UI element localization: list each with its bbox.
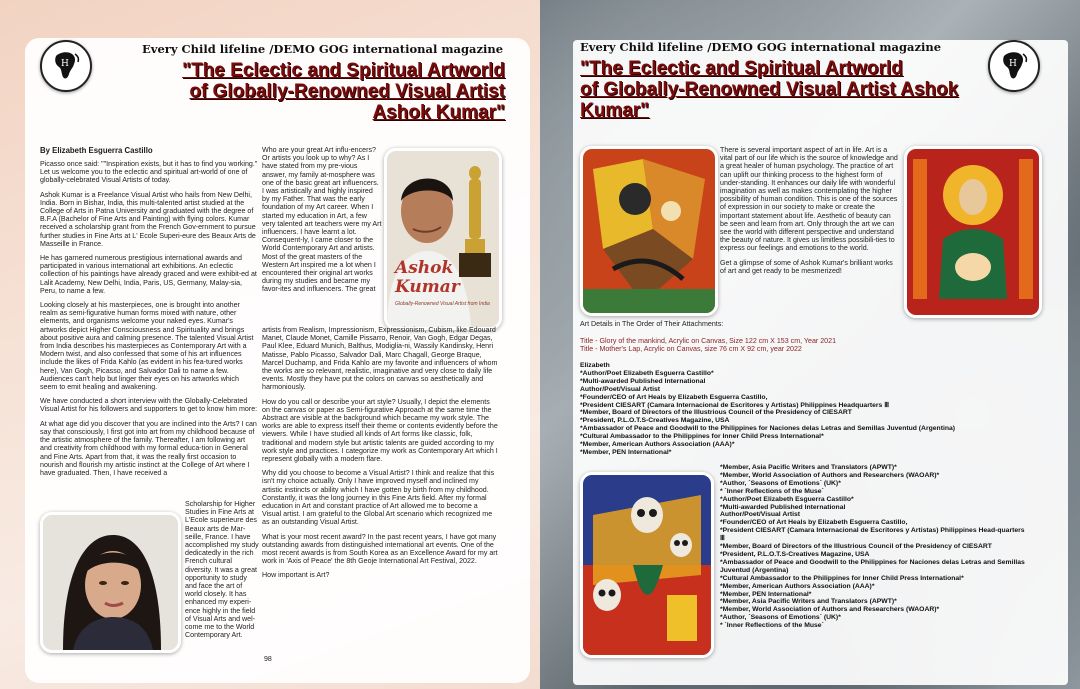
- photo-caption-line: Kumar: [395, 277, 460, 297]
- credit-line: *Member, Asia Pacific Writers and Translators (APWT)*: [720, 598, 897, 606]
- headline-line: "The Eclectic and Spiritual Artworld: [182, 60, 505, 81]
- credit-line: *Member, Board of Directors of the Illustrious Council of the Presidency of CIESART: [720, 543, 992, 551]
- paragraph: There is several important aspect of art in life. Art is a vital part of our life which is the source of knowledge and a great healer of human psychology. The practice of art can uplift our thinking process to the highest form of under-standing. It enhances our daily life with wonderful imagination as well as makes contemplating the higher possibility of human condition. This is one of the sources of expression in our society to make or create the important statement about life. Aesthetic of beauty can be seen and learn from art. Only through the art we can see the world with different perspective and understand the beauty of nature. It gives us limitless possibili-ties to express our feelings and emotions to the world.: [720, 146, 898, 253]
- credit-line: Elizabeth: [580, 362, 610, 369]
- credit-line: *President, P.L.O.T.S-Creatives Magazine, USA: [580, 417, 730, 425]
- artwork-glory-of-mankind: [580, 146, 718, 316]
- credit-line: *Multi-awarded Published International: [720, 503, 846, 511]
- paragraph: What is your most recent award? In the past recent years, I have got many outstanding awards from distinguished international art events. One of the most recent awards is from South Korea as an Excellence Award for my art work in 'Axis of Peace' the 8th Geoje International Art Festival, 2022.: [262, 532, 498, 566]
- credit-line: Author/Poet/Visual Artist: [720, 511, 801, 519]
- credit-line: *President CIESART (Camara Internacional de Escritores y Artistas) Philippines Headquarters Ⅲ: [580, 401, 889, 409]
- credit-line: *Cultural Ambassador to the Philippines for Inner Child Press International*: [580, 433, 824, 441]
- art-detail-item: Title - Glory of the mankind, Acrylic on Canvas, Size 122 cm X 153 cm, Year 2021: [580, 337, 837, 346]
- intro-text: [720, 146, 900, 281]
- paragraph: Why did you choose to become a Visual Artist? I think and realize that this isn't my choice actually. Only I have improved myself and inclined my artistic instincts or ability which I have gotten by birth from my childhood. Constantly, it was the long journey in this Fine Arts field. After my formal education in Art and constant practice of Art allowed me to become a Visual artist. I am grateful to the Global Art scenario which recognized me as an outstanding Visual Artist.: [262, 469, 495, 527]
- photo-caption: [395, 259, 460, 297]
- headline-line: Ashok Kumar": [372, 102, 505, 123]
- credits-block-b: [720, 464, 1030, 630]
- paragraph: How do you call or describe your art style? Usually, I depict the elements on the canvas or paper as Semi-figurative Approach at the same time the Abstract are visible at the background which became my work style. The works are able to express itself their theme or contents evidently before the viewers. While I have studied all kinds of Art forms like classic, folk, traditional and modern style but artistic talents are guided according to my work style and practices. I categorize my work as Contemporary Art which I represent globally with a modern flare.: [262, 397, 498, 464]
- africa-globe-logo-icon: [988, 40, 1040, 92]
- credit-line: *Cultural Ambassador to the Philippines for Inner Child Press International*: [720, 574, 964, 582]
- magazine-kicker: Every Child lifeline /DEMO GOG international magazine: [580, 40, 942, 54]
- art-details: [580, 320, 1030, 354]
- paragraph: At what age did you discover that you are inclined into the Arts? I can say that consciously, I first got into art from my childhood because of the artistic atmosphere of the family. Thereafter, I am following art and creativity from childhood with my formal educa-tion in General and Fine Arts. Apart from that, it was the really first occasion to nourish and flourish my artistic instinct at the College of Art where I have graduated. Then, I have received a: [40, 419, 257, 477]
- credits-block-a: [580, 362, 1030, 457]
- paragraph: How important is Art?: [262, 571, 330, 580]
- credit-line: *Member, American Authors Association (AAA)*: [580, 441, 735, 449]
- page-number: 98: [264, 656, 272, 663]
- svg-text:H: H: [1009, 59, 1017, 69]
- credit-line: * `Inner Reflections of the Muse`: [720, 487, 824, 495]
- left-column-wrap-text: Scholarship for Higher Studies in Fine Arts at L'Ecole superieure des Beaux arts de Mar-seille, France. I have accomplished my study dedicatedly in the rich French cultural diversity. It was a great opportunity to study and face the art of world closely. It has enhanced my experi-ence highly in the field of Visual Arts and wel-come me to the World Contemporary Art.: [185, 500, 259, 640]
- credit-line: *Member, Asia Pacific Writers and Translators (APWT)*: [720, 464, 897, 471]
- credit-line: *Member, PEN International*: [580, 448, 672, 456]
- africa-globe-logo-icon: [40, 40, 92, 92]
- magazine-kicker: Every Child lifeline /DEMO GOG international magazine: [142, 42, 504, 56]
- credit-line: *Member, World Association of Authors and Researchers (WAOAR)*: [720, 606, 940, 614]
- credit-line: *Member, PEN International*: [720, 590, 812, 598]
- credit-line: *Author/Poet Elizabeth Esguerra Castillo*: [720, 495, 854, 503]
- photo-subcaption: Globally-Renowned Visual Artist from India: [395, 301, 490, 307]
- credit-line: * `Inner Reflections of the Muse`: [720, 622, 824, 630]
- paragraph: Picasso once said: ""Inspiration exists, but it has to find you working." Let us welcome you to the eclectic and spiritual art-world of one of globally-celebrated Visual Artists of today.: [40, 160, 258, 185]
- credit-line: *Member, American Authors Association (AAA)*: [720, 582, 875, 590]
- paragraph: artists from Realism, Impressionism, Expressionism, Cubism, like Edouard Manet, Claude Monet, Camille Pissarro, Renoir, Van Gogh, Edgar Degas, Paul Klee, Eduard Munich, Balthus, Modiglia-ni, Wassily Kandinsky, Henri Matisse, Pablo Picasso, Salvador Dali, Marc Chagall, George Braque, Marcel Duchamp, and Frida Kahlo are my favorite and influencers of whom the works are so relevant, realistic, imaginative and very close to daily life events. Mostly they have put the colors on canvas so aesthetically and harmoniously.: [262, 326, 498, 392]
- right-column-text: [262, 326, 498, 586]
- credit-line: *Founder/CEO of Art Heals by Elizabeth Esguerra Castillo,: [720, 519, 908, 527]
- credit-line: *Multi-awarded Published International: [580, 377, 706, 385]
- credit-line: *Member, World Association of Authors and Researchers (WAOAR)*: [720, 471, 940, 479]
- paragraph: Looking closely at his masterpieces, one is brought into another realm as semi-figurative human forms mixed with nature, other elements, and organisms welcome your naked eyes. Kumar's artworks depict Higher Consciousness and Spirituality and brings about positive aura and calming presence. The talented Visual Artist from India describes his masterpieces as Contemporary Art with a Modern twist, and also confessed that some of his art influences include the likes of Frida Kahlo (as evident in his fea-tured works here), Van Gogh, Picasso, and Salvador Dali to name a few. Audiences can't help but linger their eyes on his artworks which seem to emit healing and awakening.: [40, 301, 254, 392]
- right-column-top-text: Who are your great Art influ-encers? Or artists you look up to why? As I have stated from my pre-vious answer, my family at-mosphere was one of the basic great art influencers. I was artistically and highly inspired by my Father. That was the early foundation of my Art career. When I started my education in Art, a few very talented art teachers were my Art influencers. I have learnt a lot. Consequent-ly, I came closer to the World Contemporary Art and artists. Most of the great masters of the Western Art inspired me a lot when I encountered their original art works during my studies and became my favor-ites and influencers. The great: [262, 146, 382, 294]
- credit-line: *Author/Poet Elizabeth Esguerra Castillo*: [580, 369, 714, 377]
- artwork-skulls: [580, 472, 714, 658]
- right-page: [540, 0, 1080, 689]
- headline-line: of Globally-Renowned Visual Artist: [189, 81, 505, 102]
- credit-line: Author/Poet/Visual Artist: [580, 385, 661, 393]
- paragraph: Get a glimpse of some of Ashok Kumar's brilliant works of art and get ready to be mesmerized!: [720, 258, 893, 275]
- credit-line: *Ambassador of Peace and Goodwill to the Philippines for Naciones delas Letras and Semillas Juventud (Argentina): [720, 558, 1025, 574]
- article-byline: By Elizabeth Esguerra Castillo: [40, 146, 153, 155]
- art-detail-item: Title - Mother's Lap, Acrylic on Canvas, size 76 cm X 92 cm, year 2022: [580, 345, 802, 354]
- paragraph: Ashok Kumar is a Freelance Visual Artist who hails from New Delhi, India. Born in Bishar, India, this multi-talented artist studied at the College of Arts in Patna University and graduated with the degree of B.F.A (Bachelor of Fine Arts and Painting) with flying colors. Kumar received a scholarship grant from the French Gov-ernment to pursue further studies in Fine Arts at L' Ecole Superi-eure des Beaux Arts de Masseille in France.: [40, 190, 256, 248]
- artwork-mothers-lap: [904, 146, 1042, 318]
- artist-trophy-photo: [384, 148, 502, 330]
- svg-text:H: H: [61, 59, 69, 69]
- credit-line: *Founder/CEO of Art Heals by Elizabeth Esguerra Castillo,: [580, 393, 768, 401]
- credit-line: *President, P.L.O.T.S-Creatives Magazine, USA: [720, 550, 870, 558]
- photo-caption-line: Ashok: [395, 258, 454, 278]
- article-headline: [580, 58, 1000, 121]
- credit-line: *Member, Board of Directors of the Illustrious Council of the Presidency of CIESART: [580, 409, 852, 417]
- credit-line: *Author, `Seasons of Emotions` (UK)*: [720, 479, 841, 487]
- left-column-text: [40, 160, 258, 483]
- headline-line: Kumar": [580, 100, 650, 121]
- credit-line: *Ambassador of Peace and Goodwill to the Philippines for Naciones delas Letras and Semillas Juventud (Argentina): [580, 425, 956, 433]
- article-headline: [120, 60, 505, 123]
- art-details-title: Art Details in The Order of Their Attachments:: [580, 320, 724, 328]
- credit-line: *President CIESART (Camara Internacional de Escritores y Artistas) Philippines Head-quarters Ⅲ: [720, 527, 1025, 543]
- paragraph: He has garnered numerous prestigious international awards and participated in various international art exhibitions. An eclectic collection of his paintings have already graced and were exhibit-ed at Lalit Academy, New Delhi, India, Paris, US, Germany, Malay-sia, Peru, to name a few.: [40, 254, 257, 295]
- paragraph: We have conducted a short interview with the Globally-Celebrated Visual Artist for his followers and supporters to get to know him more:: [40, 397, 258, 414]
- credit-line: *Author, `Seasons of Emotions` (UK)*: [720, 614, 841, 622]
- author-portrait-photo: [40, 512, 181, 653]
- headline-line: of Globally-Renowned Visual Artist Ashok: [580, 79, 959, 100]
- headline-line: "The Eclectic and Spiritual Artworld: [580, 58, 903, 79]
